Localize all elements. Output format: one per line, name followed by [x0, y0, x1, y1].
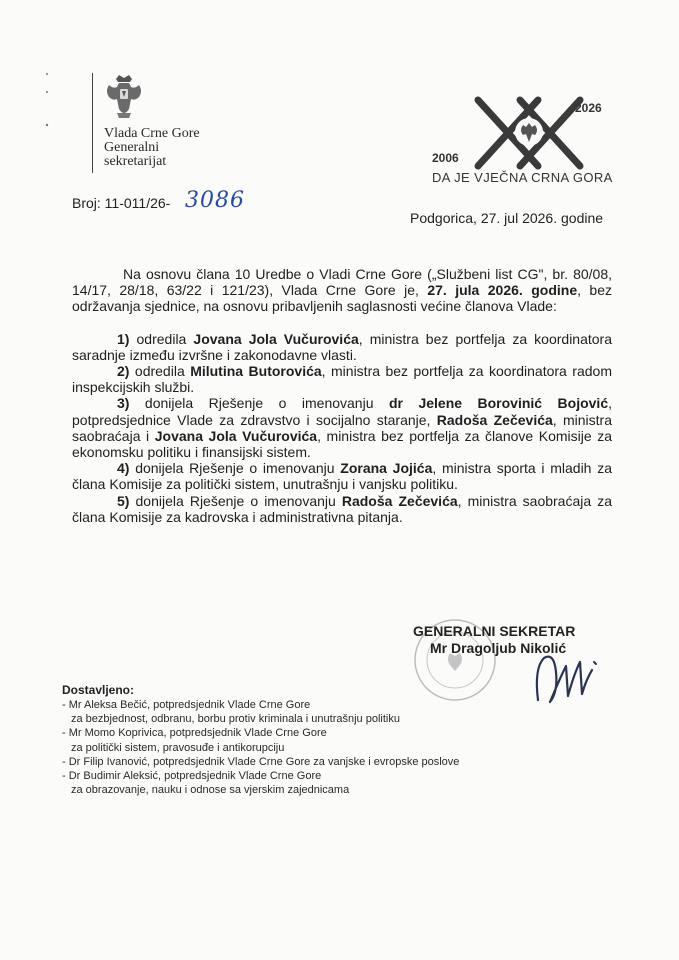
decision-item-4	[72, 460, 612, 492]
item-text: , ministra bez portfelja za članove Komisije za ekonomsku politiku i finansijski sistem.	[72, 427, 613, 461]
intro-date: 27. jula 2026. godine	[427, 282, 578, 299]
decision-item-1	[72, 331, 612, 363]
handwritten-signature	[520, 648, 610, 708]
distribution-line: - Dr Filip Ivanović, potpredsjednik Vlade Crne Gore za vanjske i evropske poslove	[62, 755, 460, 768]
item-text: , potpredsjednice Vlade za zdravstvo i socijalno staranje,	[72, 395, 613, 428]
distribution-title: Dostavljeno:	[62, 683, 135, 697]
item-text: donijela Rješenje o imenovanju	[129, 395, 389, 412]
signatory-title: GENERALNI SEKRETAR	[413, 623, 576, 639]
jubilee-tagline: DA JE VJEČNA CRNA GORA	[432, 170, 613, 185]
item-person: Milutina Butorovića	[190, 363, 322, 380]
item-text: odredila	[129, 363, 191, 380]
intro-paragraph	[72, 266, 612, 315]
distribution-line: - Mr Aleksa Bečić, potpredsjednik Vlade Crne Gore	[62, 699, 311, 711]
jubilee-year-right: 2026	[575, 101, 602, 115]
coat-of-arms-icon	[103, 73, 145, 121]
item-person: Radoša Zečevića	[436, 411, 553, 428]
item-number: 4)	[117, 460, 130, 477]
margin-marks	[44, 70, 50, 130]
distribution-line: za bezbjednost, odbranu, borbu protiv kriminala i unutrašnju politiku	[71, 713, 400, 726]
decision-item-5	[72, 493, 612, 525]
item-number: 2)	[117, 363, 130, 380]
jubilee-year-left: 2006	[432, 151, 459, 165]
header-divider	[92, 73, 93, 173]
item-person: Radoša Zečevića	[341, 492, 458, 509]
item-text: , ministra bez portfelja za koordinatora saradnje između izvršne i zakonodavne vlasti.	[72, 330, 612, 363]
organization-name	[104, 127, 200, 169]
item-number: 1)	[117, 330, 130, 347]
item-person: Jovana Jola Vučurovića	[193, 330, 359, 347]
item-person: dr Jelene Borovinić Bojović	[388, 395, 609, 412]
distribution-line: za obrazovanje, nauku i odnose sa vjerskim zajednicama	[71, 784, 350, 797]
item-text: , ministra saobraćaja za člana Komisije za kadrovska i administrativna pitanja.	[72, 492, 612, 525]
item-text: , ministra sporta i mladih za člana Komisije za politički sistem, unutrašnju i vanjsku politiku.	[72, 460, 612, 493]
item-text: donijela Rješenje o imenovanju	[129, 460, 341, 477]
item-text: donijela Rješenje o imenovanju	[129, 492, 342, 509]
item-text: odredila	[129, 330, 194, 347]
item-text: , ministra bez portfelja za koordinatora radom inspekcijskih službi.	[72, 363, 612, 396]
reference-number-label: Broj: 11-011/26-	[72, 195, 171, 211]
decision-body	[72, 266, 612, 525]
decision-item-3	[72, 395, 612, 460]
distribution-line: za politički sistem, pravosuđe i antikorupciju	[71, 741, 285, 754]
org-line-2: Generalni	[104, 140, 160, 155]
org-line-3: sekretarijat	[104, 154, 167, 169]
intro-text-end: , bez održavanja sjednice, na osnovu pribavljenih saglasnosti većine članova Vlade:	[72, 282, 613, 315]
item-person: Zorana Jojića	[340, 460, 433, 477]
org-line-1: Vlada Crne Gore	[104, 126, 200, 141]
reference-number-handwritten: 3086	[185, 188, 245, 213]
intro-text: Na osnovu člana 10 Uredbe o Vladi Crne Gore („Službeni list CG", br. 80/08, 14/17, 28/18, 63/22 i 121/23), Vlada Crne Gore je,	[72, 266, 612, 299]
signatory-name: Mr Dragoljub Nikolić	[430, 640, 567, 656]
item-text: , ministra saobraćaja i	[72, 411, 612, 444]
item-person: Jovana Jola Vučurovića	[154, 427, 318, 444]
distribution-line: - Dr Budimir Aleksić, potpredsjednik Vlade Crne Gore	[62, 770, 322, 783]
distribution-line: - Mr Momo Koprivica, potpredsjednik Vlade Crne Gore	[62, 727, 327, 740]
item-number: 5)	[117, 492, 130, 509]
date-line: Podgorica, 27. jul 2026. godine	[410, 210, 604, 226]
distribution-list	[62, 698, 459, 797]
item-number: 3)	[117, 395, 130, 412]
decision-item-2	[72, 363, 612, 395]
